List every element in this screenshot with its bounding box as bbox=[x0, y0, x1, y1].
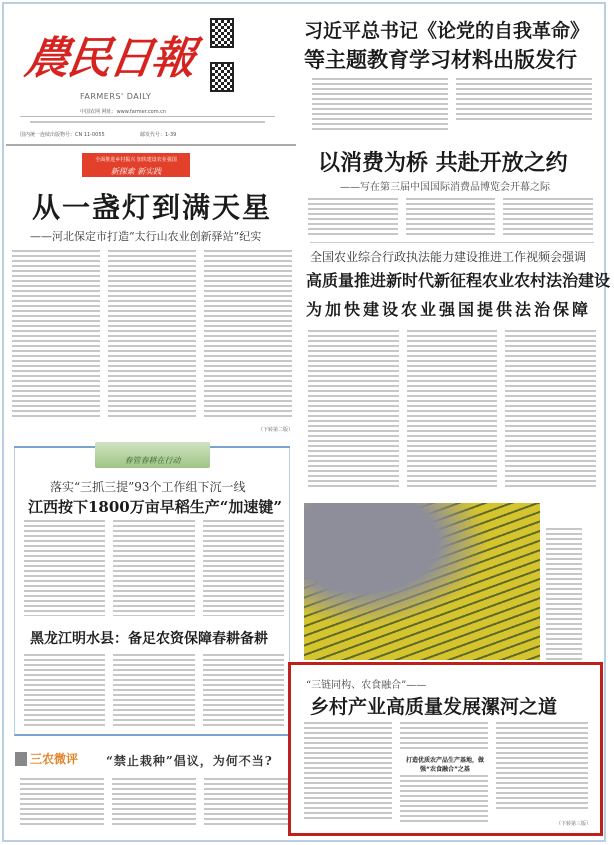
newspaper-logo: 農民日報 bbox=[21, 33, 197, 84]
story2-subtitle: ——写在第三届中国国际消费品博览会开幕之际 bbox=[340, 182, 550, 193]
english-name: FARMERS' DAILY bbox=[80, 92, 152, 101]
photo-caption bbox=[546, 528, 582, 660]
continued-note: （下转第三版） bbox=[556, 821, 592, 827]
qr-code-icon bbox=[210, 18, 234, 48]
lead-headline-1[interactable]: 习近平总书记《论党的自我革命》 bbox=[304, 20, 590, 42]
pen-icon bbox=[15, 752, 27, 766]
story3-body bbox=[308, 330, 596, 490]
story3-headline-2[interactable]: 为加快建设农业强国提供法治保障 bbox=[306, 300, 592, 319]
feature-body-4 bbox=[496, 722, 588, 812]
story2-title[interactable]: 以消费为桥 共赴开放之约 bbox=[318, 150, 568, 176]
banner-text: 春管春耕在行动 bbox=[124, 456, 181, 465]
post-code: 邮发代号：1-39 bbox=[140, 132, 177, 138]
feature-body-2 bbox=[400, 722, 488, 752]
story4-body bbox=[24, 520, 284, 616]
commentary-title[interactable]: “禁止栽种”倡议，为何不当? bbox=[106, 754, 273, 768]
story2-body bbox=[308, 198, 593, 236]
divider bbox=[6, 144, 296, 146]
website: 中国农网 网址：www.farmer.com.cn bbox=[80, 109, 167, 115]
story1-body bbox=[12, 250, 292, 420]
section-banner bbox=[82, 153, 190, 177]
story5-title[interactable]: 黑龙江明水县：备足农资保障春耕备耕 bbox=[30, 631, 268, 647]
section-banner bbox=[95, 442, 210, 468]
divider bbox=[310, 242, 594, 243]
photo-rapeseed-terraces[interactable] bbox=[304, 503, 540, 660]
feature-body-1 bbox=[304, 722, 392, 822]
divider bbox=[20, 116, 275, 117]
qr-code-icon bbox=[210, 62, 234, 92]
story4-title[interactable]: 江西按下1800万亩早稻生产“加速键” bbox=[28, 498, 283, 516]
commentary-body bbox=[20, 778, 288, 828]
continued-note: （下转第二版） bbox=[258, 427, 294, 433]
lead-body bbox=[312, 78, 592, 130]
story3-kicker: 全国农业综合行政执法能力建设推进工作视频会强调 bbox=[310, 250, 587, 264]
story3-headline-1[interactable]: 高质量推进新时代新征程农业农村法治建设 bbox=[306, 271, 611, 290]
lead-headline-2[interactable]: 等主题教育学习材料出版发行 bbox=[304, 48, 577, 72]
story1-title[interactable]: 从一盏灯到满天星 bbox=[32, 191, 273, 224]
cn-number: 国内统一连续出版物号：CN 11-0055 bbox=[20, 132, 105, 138]
story5-body bbox=[24, 654, 284, 726]
story1-subtitle: ——河北保定市打造“太行山农业创新驿站”纪实 bbox=[30, 230, 262, 243]
banner-top: 全面推进乡村振兴 加快建设农业强国 bbox=[95, 157, 177, 163]
feature-body-3 bbox=[400, 775, 488, 823]
feature-title[interactable]: 乡村产业高质量发展漯河之道 bbox=[310, 696, 558, 718]
feature-kicker: “三链同构、农食融合”—— bbox=[306, 680, 427, 691]
banner-bottom: 新探索 新实践 bbox=[110, 167, 162, 176]
story4-kicker: 落实“三抓三提”93个工作组下沉一线 bbox=[50, 480, 246, 494]
feature-subhead: 打造优质农产品生产基地，做强“农食融合”之基 bbox=[405, 757, 484, 773]
commentary-logo: 三农微评 bbox=[15, 750, 78, 767]
date-line bbox=[30, 121, 265, 125]
